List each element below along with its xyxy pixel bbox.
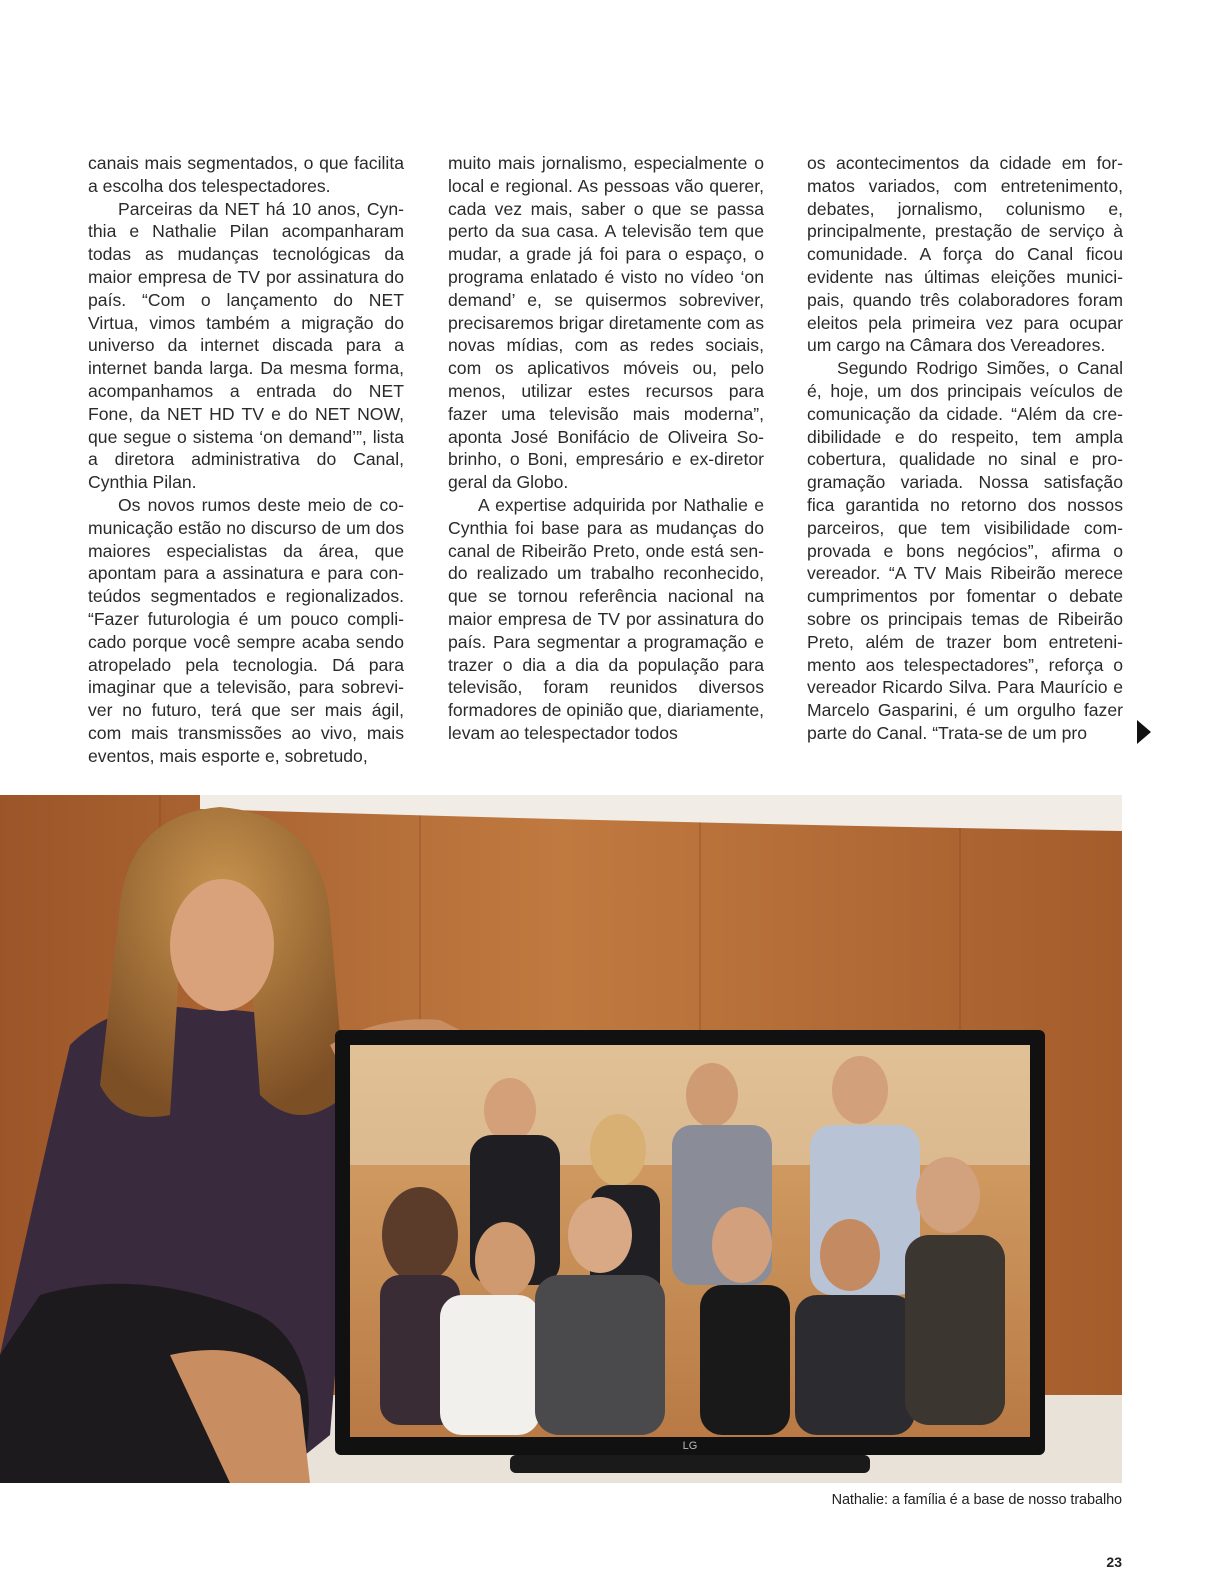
article-body bbox=[88, 152, 1123, 766]
paragraph: os acontecimentos da cidade em formatos variados, com entretenimento, debates, jornalismo, colunismo e, principalmente, prestação de serviço à comunidade. A força do Canal ficou evidente nas últimas eleições municipais, quando três colaboradores foram eleitos pela primeira vez para ocupar um cargo na Câmara dos Vereadores. bbox=[807, 153, 1123, 356]
photo-caption: Nathalie: a família é a base de nosso trabalho bbox=[831, 1492, 1122, 1508]
paragraph: Os novos rumos deste meio de comunicação estão no discurso de um dos maiores especialistas da área, que apontam para a assinatura e para conteúdos segmentados e regionalizados. “Fazer futurologia é um pouco complicado porque você sempre acaba sendo atropelado pela tecnologia. Dá para imaginar que a televisão, para sobreviver no futuro, terá que ser mais ágil, com mais transmissões ao vivo, mais eventos, mais esporte e, sobretudo, bbox=[88, 494, 404, 766]
tv-brand-logo: LG bbox=[682, 1440, 698, 1452]
page-number: 23 bbox=[1106, 1554, 1122, 1570]
paragraph: A expertise adquirida por Nathalie e Cynthia foi base para as mudanças do canal de Ribeirão Preto, onde está sendo realizado um trabalho reconhecido, que se tornou referência nacional na maior empresa de TV por assinatura do país. Para segmentar a programação e trazer o dia a dia da população para televisão, foram reunidos diversos formadores de opinião que, diariamente, levam ao telespectador todos bbox=[448, 494, 764, 743]
continue-arrow-icon bbox=[1137, 720, 1151, 744]
article-column-1 bbox=[88, 152, 404, 768]
paragraph: canais mais segmentados, o que facilita a escolha dos telespectadores. bbox=[88, 153, 404, 196]
article-column-3 bbox=[807, 152, 1123, 745]
article-column-2 bbox=[448, 152, 764, 745]
paragraph: Parceiras da NET há 10 anos, Cynthia e Nathalie Pilan acompanharam todas as mudanças tecnológicas da maior empresa de TV por assinatura do país. “Com o lançamento do NET Virtua, vimos também a migração do universo da internet discada para a internet banda larga. Da mesma forma, acompanhamos a entrada do NET Fone, da NET HD TV e do NET NOW, que segue o sistema ‘on demand’”, lista a diretora administrativa do Canal, Cynthia Pilan. bbox=[88, 198, 404, 493]
paragraph: muito mais jornalismo, especialmente o local e regional. As pessoas vão querer, cada vez mais, saber o que se passa perto da sua casa. A televisão tem que mudar, a grade já foi para o espaço, o programa enlatado é visto no vídeo ‘on demand’ e, se quisermos sobreviver, precisaremos brigar diretamente com as novas mídias, com as redes sociais, com os aplicativos móveis ou, pelo menos, utilizar estes recursos para fazer uma televisão mais moderna”, aponta José Bonifácio de Oliveira Sobrinho, o Boni, empresário e ex-diretor geral da Globo. bbox=[448, 153, 764, 493]
paragraph: Segundo Rodrigo Simões, o Canal é, hoje, um dos principais veículos de comunicação da cidade. “Além da credibilidade e do respeito, tem ampla cobertura, qualidade no sinal e programação variada. Nossa satisfação fica garantida no retorno dos nossos parceiros, que tem visibilidade comprovada e bons negócios”, afirma o vereador. “A TV Mais Ribeirão merece cumprimentos por fomentar o debate sobre os principais temas de Ribeirão Preto, além de trazer bom entretenimento aos telespectadores”, reforça o vereador Ricardo Silva. Para Maurício e Marcelo Gasparini, é um orgulho fazer parte do Canal. “Trata-se de um pro bbox=[807, 358, 1123, 743]
feature-photo bbox=[0, 795, 1122, 1483]
